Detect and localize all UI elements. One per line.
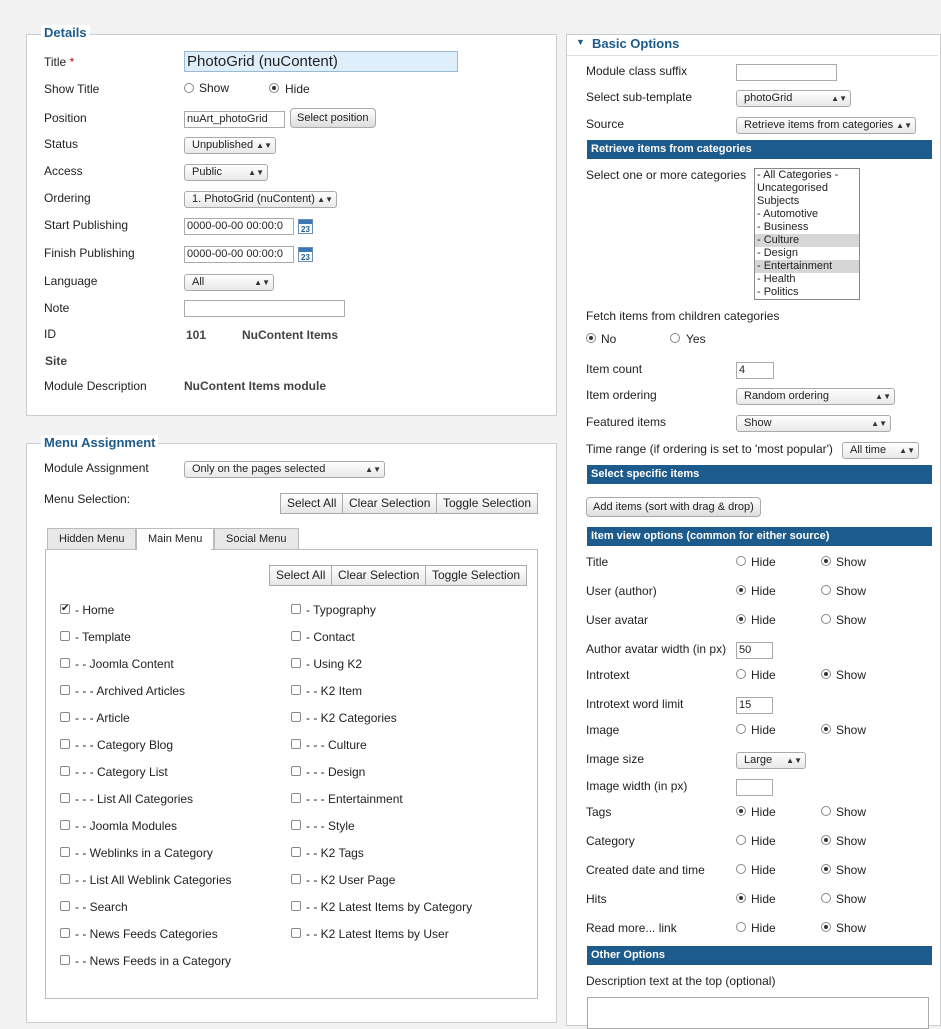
image-size-select[interactable]: Large ▲▼ (736, 752, 806, 769)
image-size-label: Image size (586, 752, 645, 766)
menu-item-label: - - Search (75, 900, 128, 914)
select-arrow-icon: ▲▼ (254, 278, 270, 287)
menu-item-label: - - - List All Categories (75, 792, 194, 806)
select-position-button[interactable]: Select position (290, 108, 376, 128)
title-label: Title * (44, 55, 75, 69)
featured-items-label: Featured items (586, 415, 667, 429)
divider (567, 55, 938, 56)
menu-item-checkbox[interactable] (291, 874, 301, 884)
menu-item-label: - - News Feeds in a Category (75, 954, 232, 968)
tab-hidden-menu[interactable]: Hidden Menu (47, 528, 136, 549)
hide-label: Hide (751, 584, 776, 598)
menu-item-label: - Typography (306, 603, 376, 617)
view-option-label: Read more... link (586, 921, 677, 935)
show-title-hide-radio[interactable] (269, 83, 279, 93)
menu-item-checkbox[interactable] (291, 928, 301, 938)
details-legend: Details (41, 25, 90, 40)
menu-item-checkbox[interactable] (291, 793, 301, 803)
select-arrow-icon: ▲▼ (831, 94, 847, 103)
menu-item-label: - Contact (306, 630, 355, 644)
ordering-select[interactable]: 1. PhotoGrid (nuContent) ▲▼ (184, 191, 337, 208)
select-arrow-icon: ▲▼ (317, 195, 333, 204)
menu-item-label: - - K2 Item (306, 684, 363, 698)
select-all-button[interactable]: Select All (280, 493, 343, 514)
menu-item-label: - - - Article (75, 711, 130, 725)
menu-item-label: - - - Design (306, 765, 366, 779)
view-option-label: Hits (586, 892, 607, 906)
view-option-label: User avatar (586, 613, 649, 627)
hide-label: Hide (751, 921, 776, 935)
menu-item-checkbox[interactable] (291, 766, 301, 776)
children-yes-label: Yes (686, 332, 706, 346)
module-class-suffix-label: Module class suffix (586, 64, 688, 78)
title-input[interactable]: PhotoGrid (nuContent) (184, 51, 458, 72)
menu-item-checkbox[interactable] (60, 955, 70, 965)
select-arrow-icon: ▲▼ (256, 141, 272, 150)
module-description-label: Module Description (44, 379, 147, 393)
position-label: Position (44, 111, 87, 125)
collapse-arrow-icon[interactable]: ▼ (576, 37, 585, 47)
avatar-width-label: Author avatar width (in px) (586, 642, 727, 656)
show-title-show-radio[interactable] (184, 83, 194, 93)
view-option-label: Tags (586, 805, 612, 819)
hide-label: Hide (751, 863, 776, 877)
menu-item-checkbox[interactable] (291, 820, 301, 830)
show-label: Show (836, 863, 867, 877)
category-option[interactable]: - Entertainment (755, 260, 859, 273)
view-option-label: Image (586, 723, 620, 737)
menu-item-label: - - K2 Latest Items by User (306, 927, 449, 941)
menu-item-checkbox[interactable] (60, 685, 70, 695)
start-publishing-label: Start Publishing (44, 218, 129, 232)
show-radio[interactable] (821, 835, 831, 845)
show-label: Show (836, 723, 867, 737)
toggle-selection-button[interactable]: Toggle Selection (436, 493, 538, 514)
avatar-width-input[interactable]: 50 (736, 642, 773, 659)
add-items-button[interactable]: Add items (sort with drag & drop) (586, 497, 761, 517)
language-select[interactable]: All ▲▼ (184, 274, 274, 291)
language-label: Language (44, 274, 98, 288)
show-label: Show (836, 613, 867, 627)
hide-radio[interactable] (736, 835, 746, 845)
source-label: Source (586, 117, 625, 131)
site-label: Site (45, 354, 68, 368)
menu-item-checkbox[interactable] (60, 766, 70, 776)
item-ordering-select[interactable]: Random ordering ▲▼ (736, 388, 895, 405)
menu-item-label: - Using K2 (306, 657, 363, 671)
section-bar-other: Other Options (587, 946, 932, 965)
menu-assignment-legend: Menu Assignment (41, 435, 158, 450)
hide-label: Hide (751, 834, 776, 848)
menu-item-label: - - News Feeds Categories (75, 927, 218, 941)
menu-item-label: - - - Category List (75, 765, 168, 779)
hide-label: Hide (751, 613, 776, 627)
image-width-label: Image width (in px) (586, 779, 688, 793)
show-label: Show (836, 555, 867, 569)
menu-item-checkbox[interactable] (60, 793, 70, 803)
time-range-label: Time range (if ordering is set to 'most popular') (586, 442, 833, 456)
category-option[interactable]: - Business (757, 221, 809, 233)
view-option-label: Category (586, 834, 635, 848)
show-radio[interactable] (821, 724, 831, 734)
active-tab-gap (137, 548, 211, 550)
menu-item-checkbox[interactable] (60, 874, 70, 884)
menu-item-checkbox[interactable] (60, 658, 70, 668)
menu-item-checkbox[interactable] (291, 658, 301, 668)
categories-label: Select one or more categories (586, 168, 747, 182)
show-radio[interactable] (821, 806, 831, 816)
show-radio[interactable] (821, 614, 831, 624)
tab-toggle-selection-button[interactable]: Toggle Selection (425, 565, 527, 586)
id-type: NuContent Items (242, 328, 338, 342)
select-arrow-icon: ▲▼ (248, 168, 264, 177)
menu-item-label: - Home (75, 603, 115, 617)
featured-items-select[interactable]: Show ▲▼ (736, 415, 891, 432)
hide-label: Hide (751, 805, 776, 819)
menu-item-label: - - K2 Tags (306, 846, 364, 860)
select-arrow-icon: ▲▼ (871, 419, 887, 428)
select-arrow-icon: ▲▼ (896, 121, 912, 130)
module-assignment-label: Module Assignment (44, 461, 149, 475)
hide-radio[interactable] (736, 893, 746, 903)
categories-listbox[interactable] (754, 168, 860, 300)
calendar-icon[interactable]: 23 (298, 219, 313, 234)
menu-item-label: - - - Style (306, 819, 355, 833)
menu-item-label: - - Joomla Modules (75, 819, 178, 833)
menu-item-label: - - K2 Latest Items by Category (306, 900, 473, 914)
module-assignment-select[interactable]: Only on the pages selected ▲▼ (184, 461, 385, 478)
view-option-label: Introtext (586, 668, 630, 682)
tab-select-all-button[interactable]: Select All (269, 565, 332, 586)
access-select[interactable]: Public ▲▼ (184, 164, 268, 181)
image-width-input[interactable] (736, 779, 773, 796)
menu-item-checkbox[interactable] (291, 712, 301, 722)
show-title-label: Show Title (44, 82, 100, 96)
finish-publishing-input[interactable]: 0000-00-00 00:00:0 (184, 246, 294, 263)
show-title-show-label: Show (199, 81, 230, 95)
show-label: Show (836, 805, 867, 819)
menu-item-label: - - - Entertainment (306, 792, 403, 806)
show-title-hide-label: Hide (285, 82, 310, 96)
children-categories-label: Fetch items from children categories (586, 309, 780, 323)
section-bar-view-options: Item view options (common for either source) (587, 527, 932, 546)
show-label: Show (836, 668, 867, 682)
menu-item-checkbox[interactable]: ✔ (61, 603, 70, 614)
clear-selection-button[interactable]: Clear Selection (342, 493, 437, 514)
module-description-value: NuContent Items module (184, 379, 327, 393)
show-radio[interactable] (821, 922, 831, 932)
show-label: Show (836, 584, 867, 598)
menu-item-label: - - K2 Categories (306, 711, 397, 725)
menu-item-checkbox[interactable] (60, 631, 70, 641)
menu-item-label: - - List All Weblink Categories (75, 873, 232, 887)
view-option-label: Title (586, 555, 609, 569)
position-input[interactable]: nuArt_photoGrid (184, 111, 285, 128)
category-option[interactable]: - Design (757, 247, 798, 259)
word-limit-label: Introtext word limit (586, 697, 684, 711)
start-publishing-input[interactable]: 0000-00-00 00:00:0 (184, 218, 294, 235)
menu-item-label: - - - Category Blog (75, 738, 174, 752)
finish-publishing-label: Finish Publishing (44, 246, 135, 260)
item-count-label: Item count (586, 362, 643, 376)
children-no-radio[interactable] (586, 333, 596, 343)
menu-item-checkbox[interactable] (291, 604, 301, 614)
tab-social-menu[interactable]: Social Menu (214, 528, 299, 549)
menu-item-checkbox[interactable] (291, 847, 301, 857)
menu-selection-label: Menu Selection: (44, 492, 131, 506)
time-range-select[interactable]: All time ▲▼ (842, 442, 919, 459)
source-select[interactable]: Retrieve items from categories ▲▼ (736, 117, 916, 134)
status-label: Status (44, 137, 79, 151)
menu-item-checkbox[interactable] (291, 685, 301, 695)
menu-item-label: - - Joomla Content (75, 657, 174, 671)
menu-item-label: - - Weblinks in a Category (75, 846, 213, 860)
menu-item-checkbox[interactable] (60, 820, 70, 830)
required-star: * (69, 55, 75, 69)
basic-options-legend[interactable]: Basic Options (592, 36, 680, 51)
menu-item-checkbox[interactable] (60, 901, 70, 911)
children-no-label: No (601, 332, 617, 346)
hide-radio[interactable] (736, 669, 746, 679)
word-limit-input[interactable]: 15 (736, 697, 773, 714)
ordering-label: Ordering (44, 191, 91, 205)
item-ordering-label: Item ordering (586, 388, 657, 402)
menu-item-label: - Template (75, 630, 131, 644)
menu-item-checkbox[interactable] (291, 631, 301, 641)
show-label: Show (836, 834, 867, 848)
category-option[interactable]: - Culture (755, 234, 859, 247)
note-input[interactable] (184, 300, 345, 317)
access-label: Access (44, 164, 83, 178)
select-arrow-icon: ▲▼ (875, 392, 891, 401)
hide-label: Hide (751, 668, 776, 682)
category-option[interactable]: Subjects (757, 195, 800, 207)
menu-item-checkbox[interactable] (291, 901, 301, 911)
tab-main-menu[interactable]: Main Menu (136, 528, 214, 550)
select-arrow-icon: ▲▼ (365, 465, 381, 474)
view-option-label: User (author) (586, 584, 657, 598)
hide-label: Hide (751, 723, 776, 737)
menu-item-label: - - - Culture (306, 738, 367, 752)
calendar-icon[interactable]: 23 (298, 247, 313, 262)
hide-label: Hide (751, 555, 776, 569)
tab-clear-selection-button[interactable]: Clear Selection (331, 565, 426, 586)
section-bar-specific: Select specific items (587, 465, 932, 484)
hide-label: Hide (751, 892, 776, 906)
menu-item-checkbox[interactable] (60, 739, 70, 749)
menu-item-checkbox[interactable] (60, 847, 70, 857)
hide-radio[interactable] (736, 806, 746, 816)
show-radio[interactable] (821, 864, 831, 874)
menu-item-label: - - K2 User Page (306, 873, 396, 887)
module-class-suffix-input[interactable] (736, 64, 837, 81)
menu-item-checkbox[interactable] (60, 712, 70, 722)
description-top-label: Description text at the top (optional) (586, 974, 776, 988)
id-value: 101 (186, 328, 207, 342)
category-option[interactable]: - Health (757, 273, 796, 285)
item-count-input[interactable]: 4 (736, 362, 774, 379)
children-yes-radio[interactable] (670, 333, 680, 343)
sub-template-label: Select sub-template (586, 90, 693, 104)
sub-template-select[interactable]: photoGrid ▲▼ (736, 90, 851, 107)
status-select[interactable]: Unpublished ▲▼ (184, 137, 276, 154)
show-label: Show (836, 921, 867, 935)
id-label: ID (44, 327, 56, 341)
select-arrow-icon: ▲▼ (899, 446, 915, 455)
description-top-textarea[interactable] (587, 997, 929, 1029)
hide-radio[interactable] (736, 724, 746, 734)
menu-item-checkbox[interactable] (291, 739, 301, 749)
category-option[interactable]: - Automotive (757, 208, 819, 220)
view-option-label: Created date and time (586, 863, 705, 877)
category-option[interactable]: Uncategorised (757, 182, 828, 194)
menu-item-label: - - - Archived Articles (75, 684, 186, 698)
show-radio[interactable] (821, 893, 831, 903)
note-label: Note (44, 301, 70, 315)
section-bar-retrieve: Retrieve items from categories (587, 140, 932, 159)
select-arrow-icon: ▲▼ (786, 756, 802, 765)
show-radio[interactable] (821, 669, 831, 679)
hide-radio[interactable] (736, 556, 746, 566)
show-radio[interactable] (821, 585, 831, 595)
hide-radio[interactable] (736, 614, 746, 624)
hide-radio[interactable] (736, 922, 746, 932)
menu-item-checkbox[interactable] (60, 928, 70, 938)
category-option[interactable]: - All Categories - (757, 169, 839, 181)
hide-radio[interactable] (736, 585, 746, 595)
hide-radio[interactable] (736, 864, 746, 874)
show-label: Show (836, 892, 867, 906)
category-option[interactable]: - Politics (757, 286, 799, 298)
show-radio[interactable] (821, 556, 831, 566)
